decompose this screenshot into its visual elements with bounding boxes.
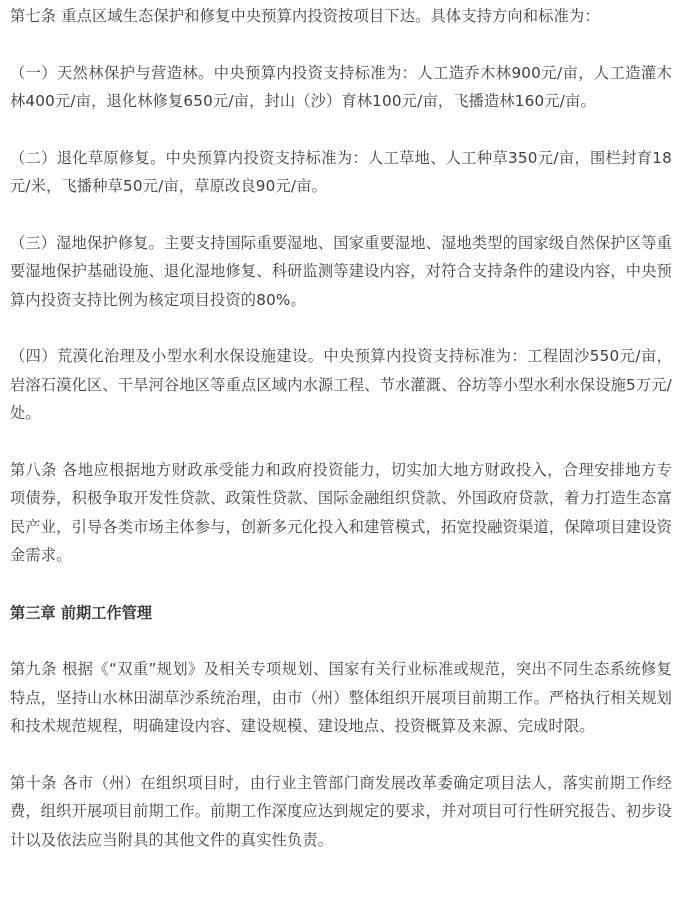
- article-10: 第十条 各市（州）在组织项目时，由行业主管部门商发展改革委确定项目法人，落实前期工作经费，组织开展项目前期工作。前期工作深度应达到规定的要求，并对项目可行性研究报告、初步设计以及依法应当附具的其他文件的真实性负责。: [10, 773, 672, 849]
- article-7-item-2: （二）退化草原修复。中央预算内投资支持标准为：人工草地、人工种草350元/亩，围栏封育18元/米，飞播种草50元/亩，草原改良90元/亩。: [10, 148, 672, 195]
- article-7-item-4: （四）荒漠化治理及小型水利水保设施建设。中央预算内投资支持标准为：工程固沙550元/亩，岩溶石漠化区、干旱河谷地区等重点区域内水源工程、节水灌溉、谷坊等小型水利水保设施5万元/处。: [10, 347, 672, 422]
- article-9: 第九条 根据《“双重”规划》及相关专项规划、国家有关行业标准或规范，突出不同生态系统修复特点，坚持山水林田湖草沙系统治理，由市（州）整体组织开展项目前期工作。严格执行相关规划和技术规范规程，明确建设内容、建设规模、建设地点、投资概算及来源、完成时限。: [10, 660, 672, 735]
- chapter-3-heading: 第三章 前期工作管理: [10, 603, 152, 622]
- article-7-item-1: （一）天然林保护与营造林。中央预算内投资支持标准为：人工造乔木林900元/亩，人工造灌木林400元/亩，退化林修复650元/亩，封山（沙）育林100元/亩，飞播造林160元/亩。: [10, 63, 672, 110]
- article-7-item-3: （三）湿地保护修复。主要支持国际重要湿地、国家重要湿地、湿地类型的国家级自然保护区等重要湿地保护基础设施、退化湿地修复、科研监测等建设内容，对符合支持条件的建设内容，中央预算内投资支持比例为核定项目投资的80%。: [10, 233, 672, 309]
- article-8: 第八条 各地应根据地方财政承受能力和政府投资能力，切实加大地方财政投入，合理安排地方专项债券，积极争取开发性贷款、政策性贷款、国际金融组织贷款、外国政府贷款，着力打造生态富民产业，引导各类市场主体参与，创新多元化投入和建管模式，拓宽投融资渠道，保障项目建设资金需求。: [10, 460, 672, 564]
- article-7-intro: 第七条 重点区域生态保护和修复中央预算内投资按项目下达。具体支持方向和标准为：: [10, 7, 600, 25]
